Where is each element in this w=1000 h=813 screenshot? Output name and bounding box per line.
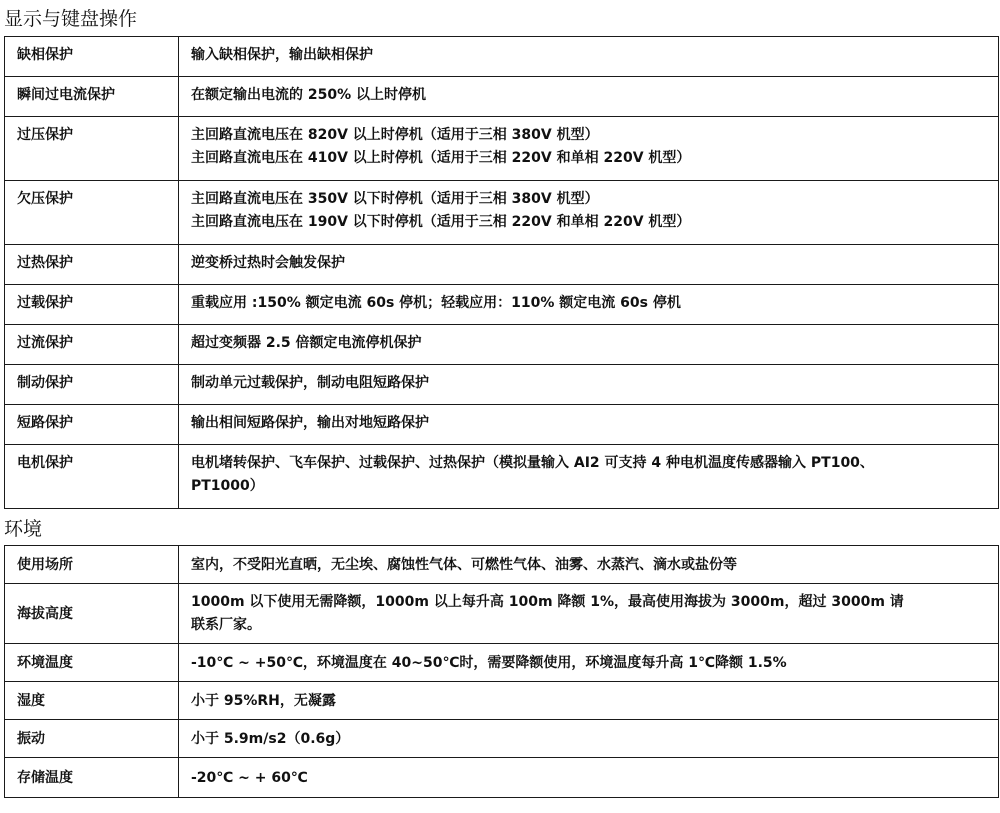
value-line: 小于 95%RH，无凝露: [191, 692, 336, 709]
row-label: 湿度: [5, 682, 179, 720]
value-line: -10℃ ~ +50℃，环境温度在 40~50℃时，需要降额使用，环境温度每升高 1℃降额 1.5%: [191, 654, 787, 671]
row-value: [179, 720, 999, 758]
table-row: [5, 285, 999, 325]
row-label: 瞬间过电流保护: [5, 77, 179, 117]
row-value: [179, 37, 999, 77]
table-row: [5, 77, 999, 117]
row-label: 过压保护: [5, 117, 179, 181]
row-label: 过载保护: [5, 285, 179, 325]
row-value: [179, 245, 999, 285]
table-row: [5, 445, 999, 509]
row-value: [179, 758, 999, 798]
row-label: 使用场所: [5, 546, 179, 584]
value-line: 重载应用 :150% 额定电流 60s 停机；轻载应用：110% 额定电流 60s 停机: [191, 295, 681, 311]
table-row: [5, 365, 999, 405]
row-label: 环境温度: [5, 644, 179, 682]
row-value: [179, 644, 999, 682]
row-value: [179, 181, 999, 245]
row-value: [179, 365, 999, 405]
value-line: 联系厂家。: [191, 617, 261, 633]
row-value: [179, 325, 999, 365]
row-label: 存储温度: [5, 758, 179, 798]
row-value: [179, 584, 999, 644]
row-label: 欠压保护: [5, 181, 179, 245]
table-row: [5, 181, 999, 245]
value-line: 输入缺相保护，输出缺相保护: [191, 47, 373, 63]
row-value: [179, 445, 999, 509]
table-row: [5, 546, 999, 584]
value-line: 在额定输出电流的 250% 以上时停机: [191, 87, 426, 103]
table-row: [5, 720, 999, 758]
section-title-display-keyboard: 显示与键盘操作: [4, 8, 138, 30]
value-line: -20℃ ~ + 60℃: [191, 769, 308, 786]
row-label: 制动保护: [5, 365, 179, 405]
row-label: 短路保护: [5, 405, 179, 445]
value-line: PT1000）: [191, 478, 264, 494]
table-row: [5, 37, 999, 77]
table-row: [5, 325, 999, 365]
table-row: [5, 245, 999, 285]
row-value: [179, 117, 999, 181]
value-line: 电机堵转保护、飞车保护、过载保护、过热保护（模拟量输入 AI2 可支持 4 种电机温度传感器输入 PT100、: [191, 455, 874, 471]
row-value: [179, 405, 999, 445]
row-label: 缺相保护: [5, 37, 179, 77]
row-label: 振动: [5, 720, 179, 758]
value-line: 1000m 以下使用无需降额，1000m 以上每升高 100m 降额 1%，最高使用海拔为 3000m，超过 3000m 请: [191, 594, 904, 610]
value-line: 输出相间短路保护，输出对地短路保护: [191, 415, 429, 431]
table-row: [5, 644, 999, 682]
value-line: 室内，不受阳光直晒，无尘埃、腐蚀性气体、可燃性气体、油雾、水蒸汽、滴水或盐份等: [191, 556, 737, 573]
row-label: 电机保护: [5, 445, 179, 509]
table-row: [5, 405, 999, 445]
row-value: [179, 546, 999, 584]
protection-spec-table: [4, 36, 999, 509]
value-line: 主回路直流电压在 350V 以下时停机（适用于三相 380V 机型）: [191, 191, 599, 207]
section-title-environment: 环境: [4, 518, 43, 540]
table-row: [5, 758, 999, 798]
environment-spec-table: [4, 545, 999, 798]
row-label: 过流保护: [5, 325, 179, 365]
row-value: [179, 77, 999, 117]
value-line: 超过变频器 2.5 倍额定电流停机保护: [191, 335, 422, 351]
table-row: [5, 117, 999, 181]
value-line: 主回路直流电压在 190V 以下时停机（适用于三相 220V 和单相 220V 机型）: [191, 214, 691, 230]
row-value: [179, 285, 999, 325]
value-line: 逆变桥过热时会触发保护: [191, 255, 345, 271]
value-line: 主回路直流电压在 820V 以上时停机（适用于三相 380V 机型）: [191, 127, 599, 143]
value-line: 小于 5.9m/s2（0.6g）: [191, 730, 350, 747]
table-row: [5, 584, 999, 644]
row-label: 海拔高度: [5, 584, 179, 644]
value-line: 制动单元过载保护，制动电阻短路保护: [191, 375, 429, 391]
table-row: [5, 682, 999, 720]
row-label: 过热保护: [5, 245, 179, 285]
row-value: [179, 682, 999, 720]
value-line: 主回路直流电压在 410V 以上时停机（适用于三相 220V 和单相 220V 机型）: [191, 150, 691, 166]
